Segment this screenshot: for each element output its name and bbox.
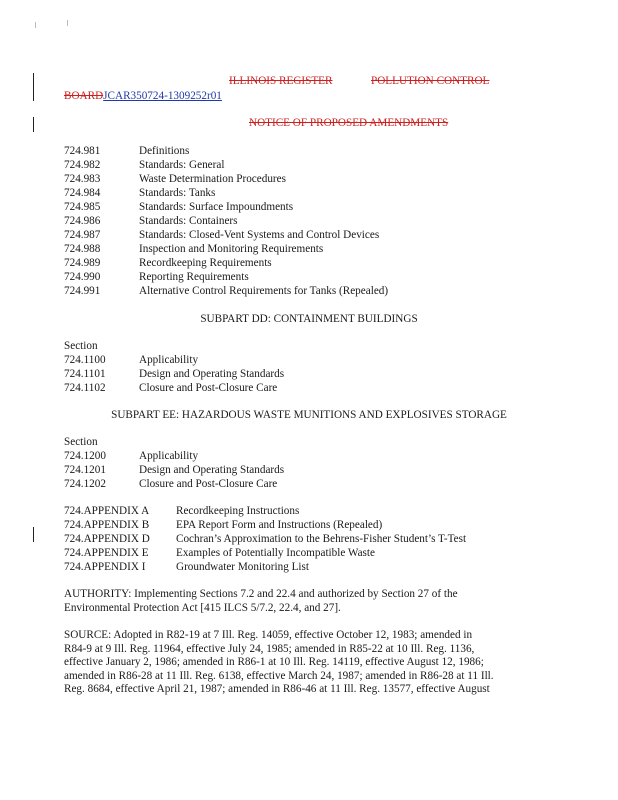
section-number: 724.990	[64, 271, 101, 283]
appendix-number: 724.APPENDIX B	[64, 519, 150, 531]
section-title: Design and Operating Standards	[139, 368, 285, 380]
section-title: Definitions	[139, 145, 190, 157]
section-number: 724.981	[64, 145, 101, 157]
section-title: Inspection and Monitoring Requirements	[139, 243, 324, 255]
section-label: Section	[64, 436, 98, 448]
change-bar	[33, 73, 34, 101]
section-title: Applicability	[139, 354, 199, 366]
section-number: 724.986	[64, 215, 101, 227]
section-title: Waste Determination Procedures	[139, 173, 286, 185]
scan-mark	[35, 22, 36, 28]
section-title: Standards: Tanks	[139, 187, 216, 199]
subpart-dd-heading: SUBPART DD: CONTAINMENT BUILDINGS	[200, 313, 418, 325]
source-line: R84-9 at 9 Ill. Reg. 11964, effective July 24, 1985; amended in R85-22 at 10 Ill. Reg. 1136,	[64, 642, 475, 655]
appendix-title: Groundwater Monitoring List	[176, 561, 309, 573]
section-number: 724.1201	[64, 464, 106, 476]
appendix-number: 724.APPENDIX I	[64, 561, 146, 573]
section-number: 724.1101	[64, 368, 106, 380]
section-number: 724.987	[64, 229, 101, 241]
section-title: Standards: Surface Impoundments	[139, 201, 294, 213]
source-line: Reg. 8684, effective April 21, 1987; amended in R86-46 at 11 Ill. Reg. 13577, effective August	[64, 683, 490, 696]
section-number: 724.989	[64, 257, 101, 269]
source-line: SOURCE: Adopted in R82-19 at 7 Ill. Reg. 14059, effective October 12, 1983; amended in	[64, 629, 473, 641]
board-title-part-b: BOARD	[64, 90, 104, 102]
section-number: 724.984	[64, 187, 101, 199]
appendix-title: Recordkeeping Instructions	[176, 505, 300, 517]
appendix-title: Examples of Potentially Incompatible Waste	[176, 547, 375, 559]
authority-line: AUTHORITY: Implementing Sections 7.2 and 22.4 and authorized by Section 27 of the	[64, 588, 458, 600]
source-paragraph	[64, 629, 524, 697]
source-line: amended in R86-28 at 11 Ill. Reg. 6138, effective March 24, 1987; amended in R86-28 at 11 Ill.	[64, 669, 494, 682]
notice-title: NOTICE OF PROPOSED AMENDMENTS	[249, 117, 449, 129]
appendix-number: 724.APPENDIX A	[64, 505, 150, 517]
section-label: Section	[64, 340, 98, 352]
authority-line: Environmental Protection Act [415 ILCS 5/7.2, 22.4, and 27].	[64, 601, 341, 614]
change-bar	[33, 117, 34, 132]
register-title: ILLINOIS REGISTER	[229, 75, 333, 87]
section-title: Closure and Post-Closure Care	[139, 478, 278, 490]
section-number: 724.982	[64, 159, 101, 171]
section-number: 724.983	[64, 173, 101, 185]
section-number: 724.1202	[64, 478, 106, 490]
section-number: 724.988	[64, 243, 101, 255]
section-title: Standards: Containers	[139, 215, 238, 227]
section-title: Reporting Requirements	[139, 271, 249, 283]
section-number: 724.985	[64, 201, 101, 213]
section-title: Design and Operating Standards	[139, 464, 285, 476]
section-title: Closure and Post-Closure Care	[139, 382, 278, 394]
appendix-number: 724.APPENDIX D	[64, 533, 150, 545]
board-doc-id-line	[64, 90, 222, 102]
document-id: JCAR350724-1309252r01	[103, 90, 222, 102]
appendix-title: Cochran’s Approximation to the Behrens-Fisher Student’s T-Test	[176, 533, 467, 545]
authority-paragraph	[64, 588, 524, 615]
appendix-title: EPA Report Form and Instructions (Repealed)	[176, 519, 383, 531]
section-number: 724.991	[64, 285, 101, 297]
section-number: 724.1100	[64, 354, 106, 366]
change-bar	[33, 527, 34, 542]
source-line: effective January 2, 1986; amended in R86-1 at 10 Ill. Reg. 14119, effective August 12, 1986;	[64, 656, 484, 669]
section-number: 724.1102	[64, 382, 106, 394]
board-title-part-a: POLLUTION CONTROL	[371, 75, 490, 87]
section-number: 724.1200	[64, 450, 106, 462]
subpart-ee-heading: SUBPART EE: HAZARDOUS WASTE MUNITIONS AND EXPLOSIVES STORAGE	[111, 409, 507, 421]
section-title: Alternative Control Requirements for Tanks (Repealed)	[139, 285, 389, 297]
scan-mark	[67, 20, 68, 26]
section-title: Standards: Closed-Vent Systems and Control Devices	[139, 229, 380, 241]
section-title: Applicability	[139, 450, 199, 462]
section-title: Recordkeeping Requirements	[139, 257, 272, 269]
appendix-number: 724.APPENDIX E	[64, 547, 149, 559]
section-title: Standards: General	[139, 159, 225, 171]
